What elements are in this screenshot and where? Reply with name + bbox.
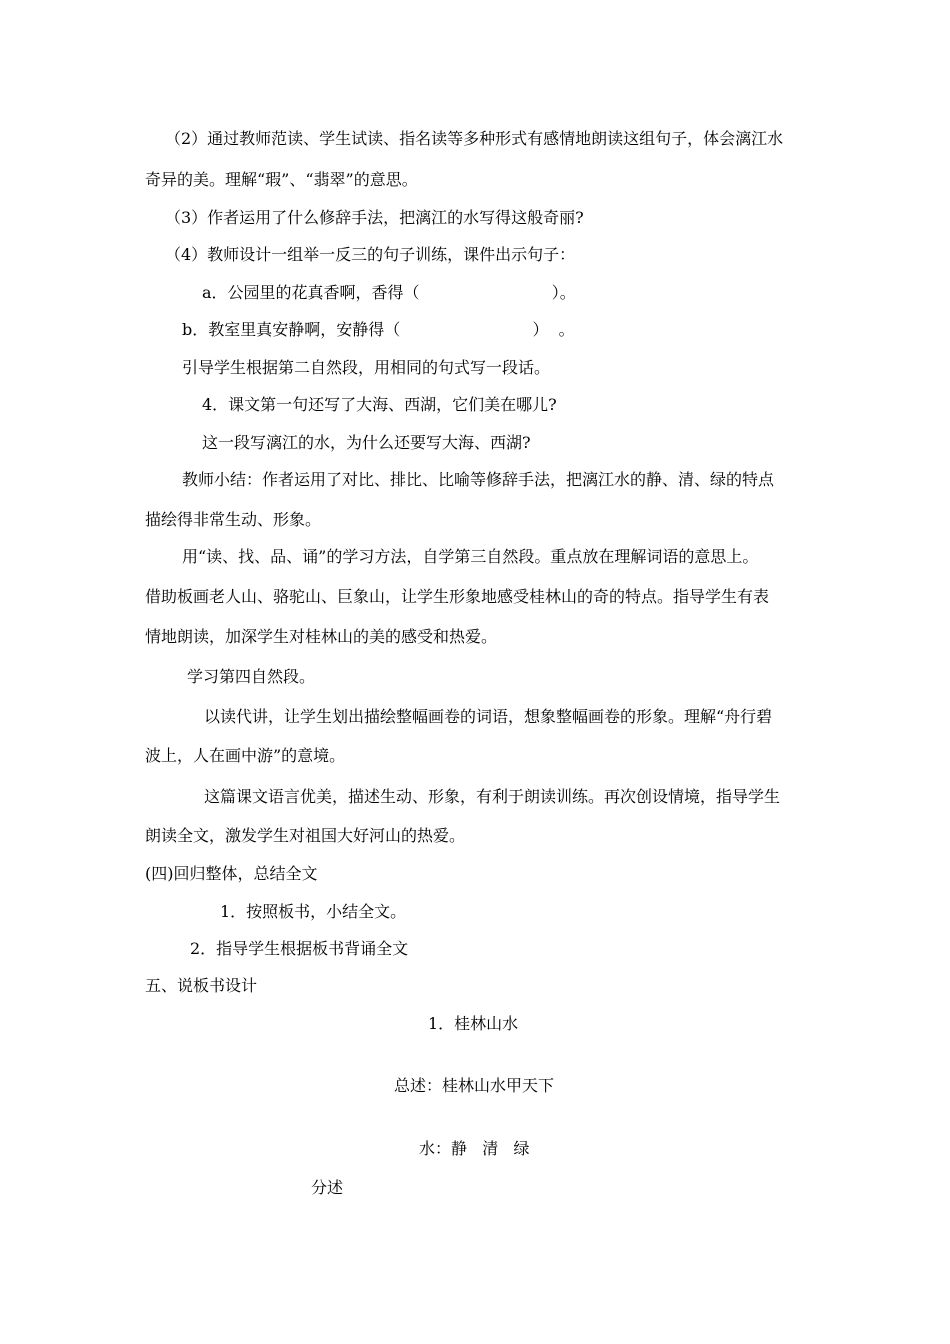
paragraph-line: （2）通过教师范读、学生试读、指名读等多种形式有感情地朗读这组句子，体会漓江水 [165, 129, 784, 148]
paragraph-line: a．公园里的花真香啊，香得（ ）。 [202, 283, 576, 302]
board-title: 1．桂林山水 [428, 1014, 519, 1033]
paragraph-line: 教师小结：作者运用了对比、排比、比喻等修辞手法，把漓江水的静、清、绿的特点 [182, 470, 775, 489]
paragraph-line: 以读代讲，让学生划出描绘整幅画卷的词语，想象整幅画卷的形象。理解“舟行碧 [204, 707, 773, 726]
section-heading: (四)回归整体，总结全文 [145, 864, 318, 883]
paragraph-line: 借助板画老人山、骆驼山、巨象山，让学生形象地感受桂林山的奇的特点。指导学生有表 [145, 587, 770, 606]
board-summary: 总述：桂林山水甲天下 [394, 1076, 555, 1095]
paragraph-line: （4）教师设计一组举一反三的句子训练，课件出示句子： [165, 245, 576, 264]
paragraph-line: 情地朗读，加深学生对桂林山的美的感受和热爱。 [145, 627, 498, 646]
board-water: 水：静 清 绿 [419, 1139, 530, 1158]
paragraph-line: b．教室里真安静啊，安静得（ ） 。 [182, 320, 575, 339]
paragraph-line: 用“读、找、品、诵”的学习方法，自学第三自然段。重点放在理解词语的意思上。 [182, 547, 759, 566]
paragraph-line: 学习第四自然段。 [187, 667, 316, 686]
paragraph-line: 4．课文第一句还写了大海、西湖，它们美在哪儿? [202, 395, 557, 414]
paragraph-line: 这篇课文语言优美，描述生动、形象，有利于朗读训练。再次创设情境，指导学生 [204, 787, 781, 806]
paragraph-line: 奇异的美。理解“瑕”、“翡翠”的意思。 [145, 170, 418, 189]
paragraph-line: 描绘得非常生动、形象。 [145, 510, 322, 529]
paragraph-line: 波上，人在画中游”的意境。 [145, 746, 346, 765]
list-item: 2．指导学生根据板书背诵全文 [190, 939, 409, 958]
board-detail-label: 分述 [311, 1178, 344, 1197]
paragraph-line: 引导学生根据第二自然段，用相同的句式写一段话。 [182, 358, 551, 377]
paragraph-line: （3）作者运用了什么修辞手法，把漓江的水写得这般奇丽? [165, 208, 584, 227]
list-item: 1．按照板书，小结全文。 [220, 902, 407, 921]
paragraph-line: 朗读全文，激发学生对祖国大好河山的热爱。 [145, 826, 466, 845]
paragraph-line: 这一段写漓江的水，为什么还要写大海、西湖? [202, 433, 531, 452]
section-heading: 五、说板书设计 [145, 976, 258, 995]
